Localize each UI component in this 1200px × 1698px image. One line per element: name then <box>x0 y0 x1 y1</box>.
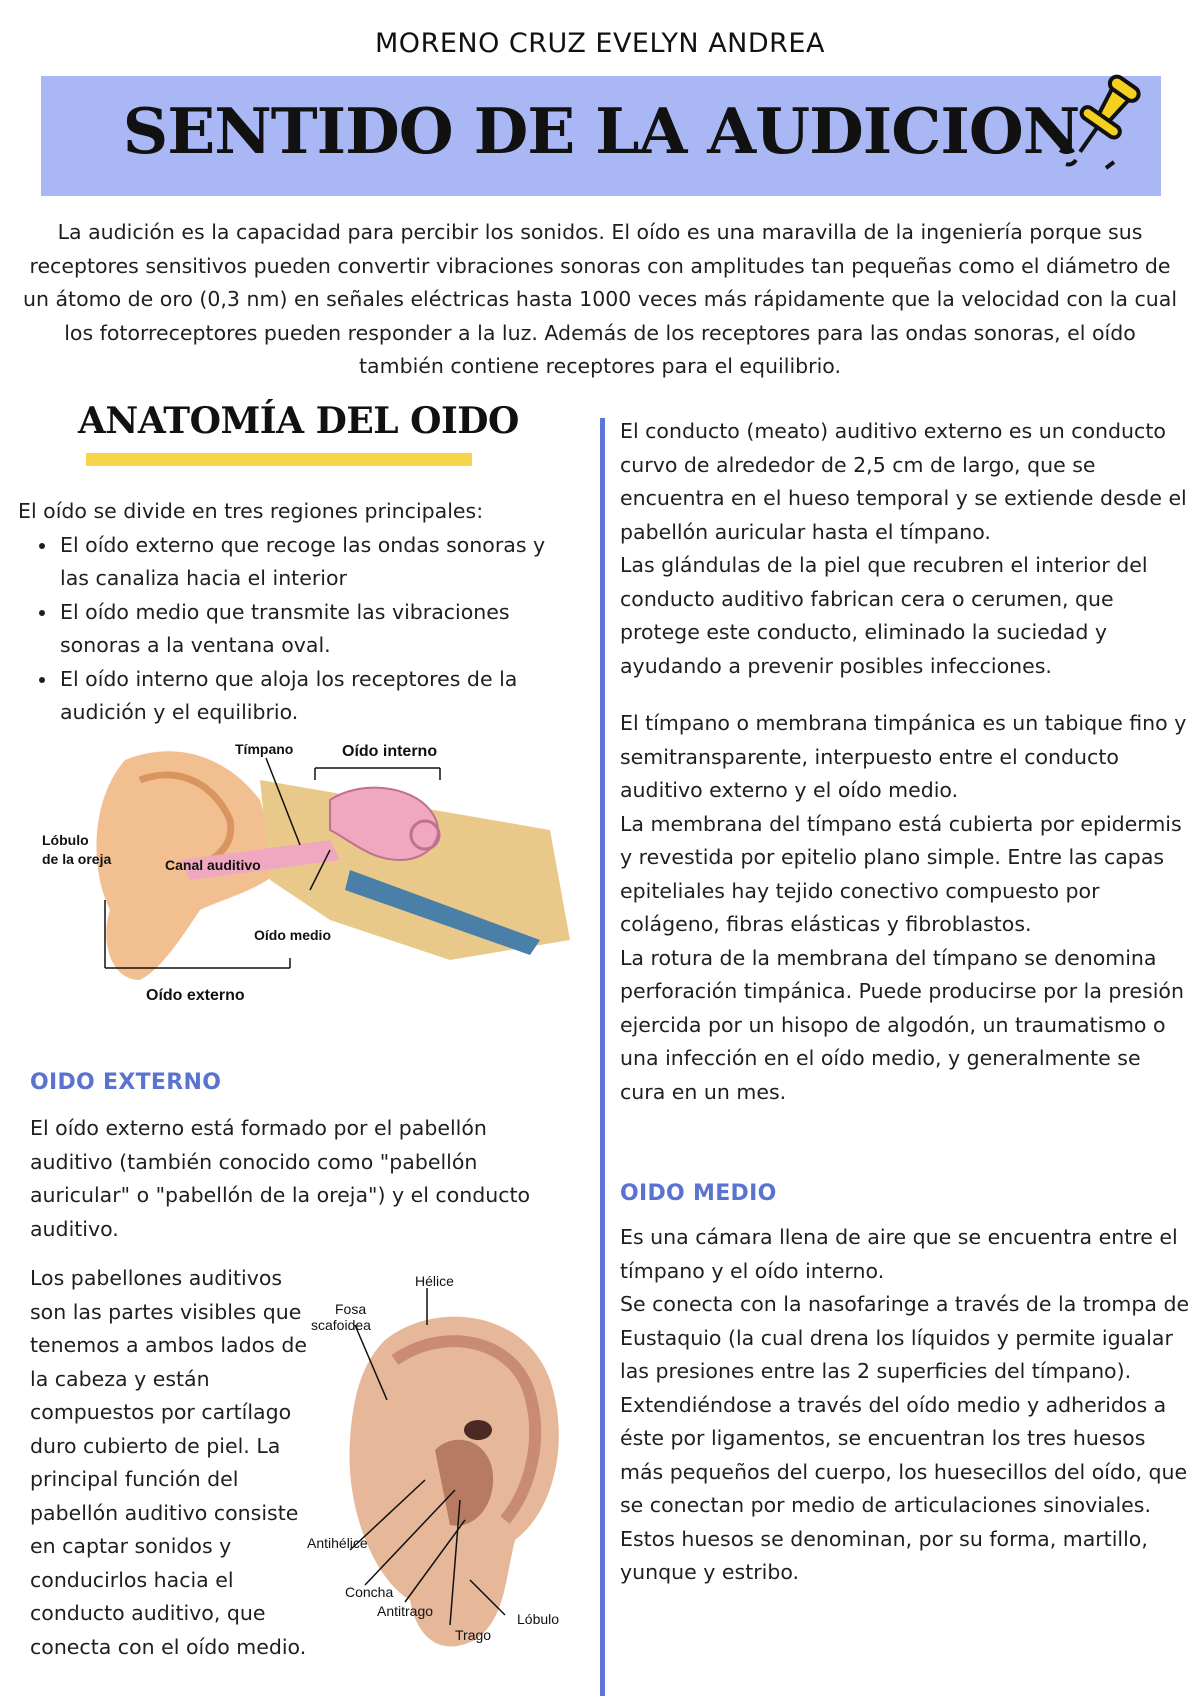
column-divider <box>600 418 605 1696</box>
author-name: MORENO CRUZ EVELYN ANDREA <box>375 28 825 59</box>
label-concha: Concha <box>345 1584 394 1600</box>
label-fosa-2: scafoidea <box>311 1317 371 1333</box>
label-lobulo-2: de la oreja <box>42 851 112 867</box>
paragraph: La rotura de la membrana del tímpano se denomina perforación timpánica. Puede producirse por la presión ejercida por un hisopo de algodón, un traumatismo o una infección en el oído medio, y generalmente se cura en un mes. <box>620 945 1184 1104</box>
paragraph: El conducto (meato) auditivo externo es un conducto curvo de alrededor de 2,5 cm de largo, que se encuentra en el hueso temporal y se extiende desde el pabellón auricular hasta el tímpano. <box>620 419 1187 544</box>
oido-externo-text: El oído externo está formado por el pabellón auditivo (también conocido como "pabellón auricular" o "pabellón de la oreja") y el conducto auditivo. <box>30 1116 531 1241</box>
paragraph: Las glándulas de la piel que recubren el interior del conducto auditivo fabrican cera o cerumen, que protege este conducto, eliminado la suciedad y ayudando a prevenir posibles infecciones. <box>620 553 1148 678</box>
conducto-section <box>620 415 1190 683</box>
list-item: • El oído interno que aloja los receptores de la audición y el equilibrio. <box>58 663 563 730</box>
list-item: • El oído externo que recoge las ondas sonoras y las canaliza hacia el interior <box>58 529 563 596</box>
label-timpano: Tímpano <box>235 741 294 757</box>
pushpin-icon <box>1050 68 1155 178</box>
anatomy-heading: ANATOMÍA DEL OIDO <box>78 400 519 442</box>
regions-list <box>18 529 563 730</box>
label-lobulo: Lóbulo <box>42 832 89 848</box>
ear-anatomy-diagram <box>30 740 580 1015</box>
paragraph: La membrana del tímpano está cubierta por epidermis y revestida por epitelio plano simple. Entre las capas epiteliales hay tejido conectivo compuesto por colágeno, fibras elásticas y fibroblastos. <box>620 811 1182 936</box>
label-antitrago: Antitrago <box>377 1603 434 1619</box>
regions-lead: El oído se divide en tres regiones principales: <box>18 499 484 523</box>
label-canal: Canal auditivo <box>165 857 261 873</box>
label-antihelice: Antihélice <box>307 1535 368 1551</box>
label-oido-interno: Oído interno <box>342 743 438 760</box>
label-trago: Trago <box>455 1627 492 1643</box>
regions-section <box>18 495 563 730</box>
list-item: • El oído medio que transmite las vibraciones sonoras a la ventana oval. <box>58 596 563 663</box>
label-oido-medio: Oído medio <box>254 927 331 943</box>
oido-medio-heading: OIDO MEDIO <box>620 1181 777 1206</box>
oido-medio-section <box>620 1221 1190 1590</box>
label-oido-externo: Oído externo <box>146 987 245 1004</box>
timpano-section <box>620 707 1190 1109</box>
label-lobulo: Lóbulo <box>517 1611 560 1627</box>
paragraph: El tímpano o membrana timpánica es un tabique fino y semitransparente, interpuesto entre el conducto auditivo externo y el oído medio. <box>620 711 1187 802</box>
pabellones-text: Los pabellones auditivos son las partes visibles que tenemos a ambos lados de la cabeza y están compuestos por cartílago duro cubierto de piel. La principal función del pabellón auditivo consiste en captar sonidos y conducirlos hacia el conducto auditivo, que conecta con el oído medio. <box>30 1266 307 1659</box>
intro-paragraph: La audición es la capacidad para percibir los sonidos. El oído es una maravilla de la ingeniería porque sus receptores sensitivos pueden convertir vibraciones sonoras con amplitudes tan pequeñas como el diámetro de un átomo de oro (0,3 nm) en señales eléctricas hasta 1000 veces más rápidamente que la velocidad con la cual los fotorreceptores pueden responder a la luz. Además de los receptores para las ondas sonoras, el oído también contiene receptores para el equilibrio. <box>22 220 1178 378</box>
paragraph: Es una cámara llena de aire que se encuentra entre el tímpano y el oído interno. <box>620 1225 1178 1283</box>
oido-externo-heading: OIDO EXTERNO <box>30 1070 222 1095</box>
page-title: SENTIDO DE LA AUDICION <box>122 94 1080 168</box>
label-helice: Hélice <box>415 1273 454 1289</box>
paragraph: Extendiéndose a través del oído medio y adheridos a éste por ligamentos, se encuentran los tres huesos más pequeños del cuerpo, los huesecillos del oído, que se conectan por medio de articulaciones sinoviales. Estos huesos se denominan, por su forma, martillo, yunque y estribo. <box>620 1392 1188 1584</box>
heading-underline <box>86 453 472 466</box>
title-banner <box>41 76 1161 196</box>
paragraph: Se conecta con la nasofaringe a través de la trompa de Eustaquio (la cual drena los líquidos y permite igualar las presiones entre las 2 superficies del tímpano). <box>620 1292 1190 1383</box>
label-fosa: Fosa <box>335 1301 367 1317</box>
pinna-diagram <box>307 1273 585 1670</box>
